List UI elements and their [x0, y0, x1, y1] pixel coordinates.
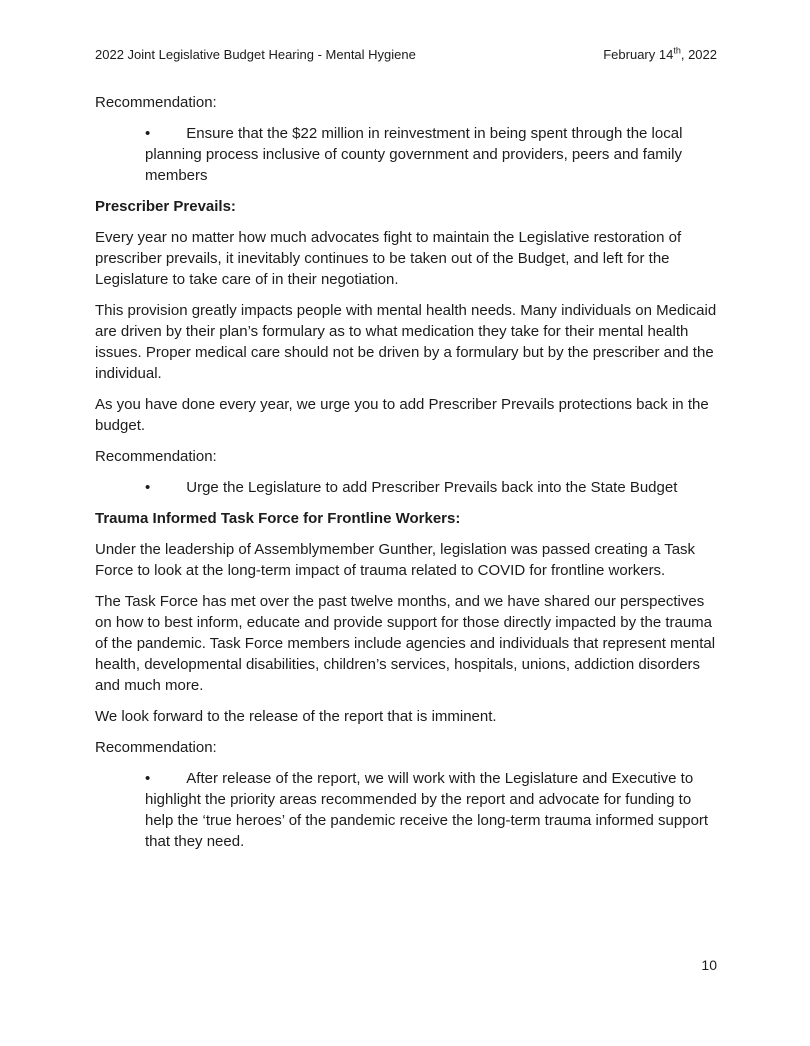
- header-date-ordinal: th: [673, 45, 681, 56]
- page-number: 10: [701, 957, 717, 973]
- bullet-item: [145, 477, 717, 498]
- document-content: [95, 92, 717, 862]
- section-heading: Prescriber Prevails:: [95, 198, 236, 215]
- paragraph: We look forward to the release of the report that is imminent.: [95, 708, 497, 725]
- paragraph: This provision greatly impacts people with mental health needs. Many individuals on Medicaid are driven by their plan’s formulary as to what medication they take for their mental health issues. Proper medical care should not be driven by a formulary but by the prescriber and the individual.: [95, 302, 717, 382]
- paragraph: The Task Force has met over the past twelve months, and we have shared our perspectives on how to best inform, educate and provide support for those directly impacted by the trauma of the pandemic. Task Force members include agencies and individuals that represent mental health, developmental disabilities, children’s services, hospitals, unions, addiction disorders and much more.: [95, 593, 716, 694]
- paragraph: Recommendation:: [95, 94, 217, 111]
- header-title: 2022 Joint Legislative Budget Hearing - Mental Hygiene: [95, 47, 416, 62]
- bullet-icon: •: [145, 479, 151, 496]
- paragraph: Recommendation:: [95, 739, 217, 756]
- page-footer: [95, 956, 717, 974]
- bullet-text: Ensure that the $22 million in reinvestment in being spent through the local planning process inclusive of county government and providers, peers and family members: [145, 125, 683, 184]
- header-date-day: February 14: [603, 47, 674, 62]
- bullet-icon: •: [145, 770, 151, 787]
- header-date-year: , 2022: [680, 47, 717, 62]
- bullet-text: After release of the report, we will work with the Legislature and Executive to highlight the priority areas recommended by the report and advocate for funding to help the ‘true heroes’ of the pandemic receive the long-term trauma informed support that they need.: [145, 770, 709, 850]
- header-date: [603, 47, 717, 63]
- paragraph: Under the leadership of Assemblymember Gunther, legislation was passed creating a Task Force to look at the long-term impact of trauma related to COVID for frontline workers.: [95, 541, 696, 579]
- bullet-item: [145, 768, 717, 852]
- bullet-text: Urge the Legislature to add Prescriber Prevails back into the State Budget: [186, 479, 678, 496]
- bullet-icon: •: [145, 125, 151, 142]
- page-header: [95, 47, 717, 63]
- section-heading: Trauma Informed Task Force for Frontline Workers:: [95, 510, 461, 527]
- bullet-item: [145, 123, 717, 186]
- paragraph: As you have done every year, we urge you to add Prescriber Prevails protections back in the budget.: [95, 396, 709, 434]
- paragraph: Every year no matter how much advocates fight to maintain the Legislative restoration of prescriber prevails, it inevitably continues to be taken out of the Budget, and left for the Legislature to take care of in their negotiation.: [95, 229, 682, 288]
- paragraph: Recommendation:: [95, 448, 217, 465]
